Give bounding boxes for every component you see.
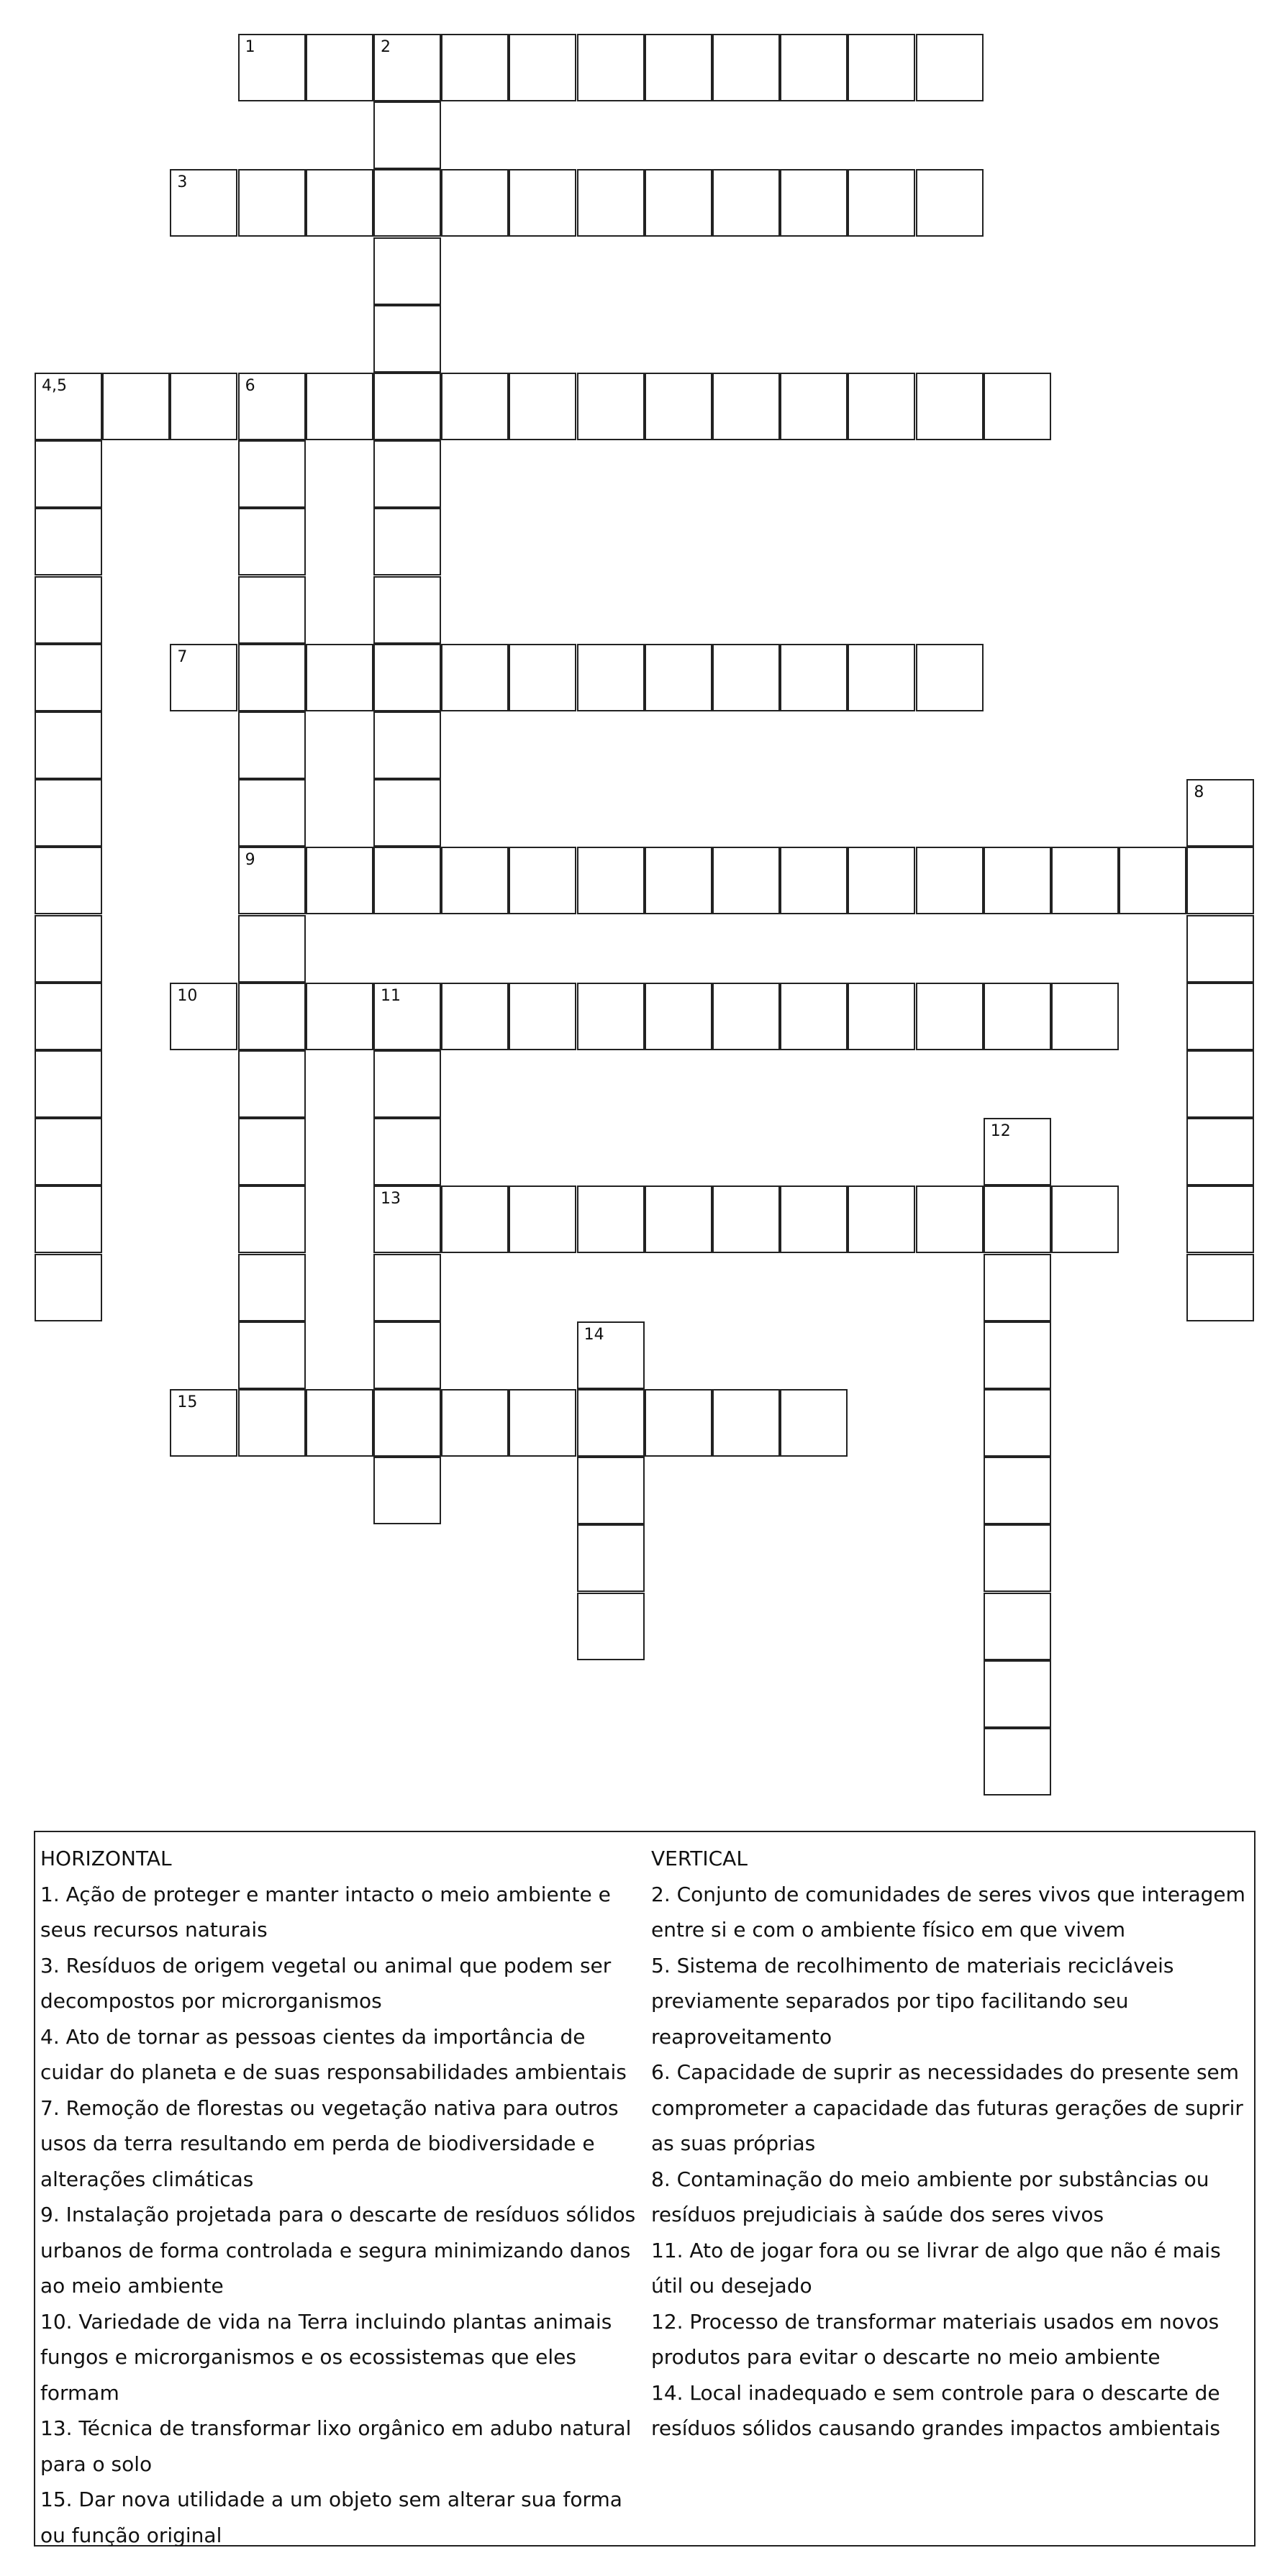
- grid-cell[interactable]: [373, 1118, 441, 1185]
- grid-cell[interactable]: [1051, 1185, 1119, 1253]
- vertical-clue: 14. Local inadequado e sem controle para o descarte de resíduos sólidos causando grandes impactos ambientais: [651, 2380, 1221, 2440]
- vertical-clues: [651, 1841, 1248, 2447]
- horizontal-clue: 10. Variedade de vida na Terra incluindo plantas animais fungos e microrganismos e os ecossistemas que eles formam: [40, 2309, 612, 2405]
- grid-cell[interactable]: [35, 508, 102, 575]
- grid-cell[interactable]: [780, 983, 848, 1050]
- grid-cell[interactable]: [645, 1185, 712, 1253]
- clue-number: 14: [584, 1325, 604, 1344]
- grid-cell[interactable]: [848, 373, 915, 440]
- grid-cell[interactable]: [170, 373, 237, 440]
- vertical-clue: 2. Conjunto de comunidades de seres vivos que interagem entre si e com o ambiente físico em que vivem: [651, 1882, 1245, 1942]
- grid-cell[interactable]: [373, 644, 441, 711]
- grid-cell[interactable]: [35, 1185, 102, 1253]
- grid-cell[interactable]: [848, 983, 915, 1050]
- grid-cell[interactable]: [984, 1321, 1051, 1389]
- grid-cell[interactable]: [35, 711, 102, 779]
- grid-cell[interactable]: [238, 915, 306, 983]
- grid-cell[interactable]: [306, 847, 373, 914]
- grid-cell[interactable]: [984, 1118, 1051, 1185]
- grid-cell[interactable]: [35, 1050, 102, 1118]
- grid-cell[interactable]: [577, 373, 645, 440]
- vertical-clue: 5. Sistema de recolhimento de materiais recicláveis previamente separados por tipo facilitando seu reaproveitamento: [651, 1953, 1174, 2049]
- grid-cell[interactable]: [35, 983, 102, 1050]
- horizontal-clue: 4. Ato de tornar as pessoas cientes da importância de cuidar do planeta e de suas responsabilidades ambientais: [40, 2024, 627, 2084]
- clue-number: 13: [381, 1190, 401, 1209]
- grid-cell[interactable]: [984, 1185, 1051, 1253]
- grid-cell[interactable]: [373, 1389, 441, 1457]
- grid-cell[interactable]: [373, 1254, 441, 1321]
- grid-cell[interactable]: [984, 1457, 1051, 1524]
- horizontal-clue: 3. Resíduos de origem vegetal ou animal que podem ser decompostos por microrganismos: [40, 1953, 612, 2013]
- grid-cell[interactable]: [35, 1254, 102, 1321]
- grid-cell[interactable]: [577, 1593, 645, 1660]
- grid-cell[interactable]: [509, 34, 576, 101]
- grid-cell[interactable]: [509, 847, 576, 914]
- grid-cell[interactable]: [373, 101, 441, 169]
- grid-cell[interactable]: [373, 983, 441, 1050]
- grid-cell[interactable]: [102, 373, 170, 440]
- grid-cell[interactable]: [1186, 1185, 1254, 1253]
- clue-number: 4,5: [42, 377, 67, 395]
- grid-cell[interactable]: [238, 576, 306, 644]
- clue-number: 12: [990, 1122, 1011, 1141]
- grid-cell[interactable]: [509, 983, 576, 1050]
- vertical-title: VERTICAL: [651, 1847, 748, 1870]
- grid-cell[interactable]: [238, 440, 306, 508]
- clue-number: 2: [381, 38, 391, 56]
- grid-cell[interactable]: [509, 644, 576, 711]
- grid-cell[interactable]: [916, 1185, 984, 1253]
- clue-number: 15: [177, 1393, 198, 1411]
- grid-cell[interactable]: [306, 34, 373, 101]
- grid-cell[interactable]: [984, 1524, 1051, 1592]
- grid-cell[interactable]: [848, 169, 915, 237]
- clue-number: 1: [245, 38, 255, 56]
- grid-cell[interactable]: [577, 34, 645, 101]
- grid-cell[interactable]: [577, 644, 645, 711]
- grid-cell[interactable]: [373, 508, 441, 575]
- grid-cell[interactable]: [35, 440, 102, 508]
- grid-cell[interactable]: [645, 847, 712, 914]
- clue-number: 9: [245, 851, 255, 870]
- grid-cell[interactable]: [441, 644, 509, 711]
- grid-cell[interactable]: [238, 983, 306, 1050]
- grid-cell[interactable]: [373, 440, 441, 508]
- grid-cell[interactable]: [1119, 847, 1186, 914]
- grid-cell[interactable]: [306, 169, 373, 237]
- grid-cell[interactable]: [645, 34, 712, 101]
- grid-cell[interactable]: [238, 847, 306, 914]
- grid-cell[interactable]: [373, 305, 441, 373]
- grid-cell[interactable]: [170, 1389, 237, 1457]
- grid-cell[interactable]: [577, 1185, 645, 1253]
- horizontal-clue: 13. Técnica de transformar lixo orgânico em adubo natural para o solo: [40, 2416, 632, 2476]
- grid-cell[interactable]: [441, 34, 509, 101]
- grid-cell[interactable]: [306, 644, 373, 711]
- vertical-clue: 12. Processo de transformar materiais usados em novos produtos para evitar o descarte no meio ambiente: [651, 2309, 1220, 2369]
- grid-cell[interactable]: [645, 373, 712, 440]
- grid-cell[interactable]: [441, 983, 509, 1050]
- grid-cell[interactable]: [35, 373, 102, 440]
- grid-cell[interactable]: [577, 983, 645, 1050]
- grid-cell[interactable]: [712, 1185, 780, 1253]
- grid-cell[interactable]: [509, 373, 576, 440]
- grid-cell[interactable]: [306, 1389, 373, 1457]
- grid-cell[interactable]: [780, 847, 848, 914]
- grid-cell[interactable]: [238, 644, 306, 711]
- grid-cell[interactable]: [373, 34, 441, 101]
- grid-cell[interactable]: [238, 779, 306, 847]
- grid-cell[interactable]: [441, 1389, 509, 1457]
- grid-cell[interactable]: [712, 373, 780, 440]
- grid-cell[interactable]: [712, 34, 780, 101]
- grid-cell[interactable]: [441, 169, 509, 237]
- grid-cell[interactable]: [238, 1389, 306, 1457]
- grid-cell[interactable]: [373, 1185, 441, 1253]
- vertical-clue: 6. Capacidade de suprir as necessidades do presente sem comprometer a capacidade das futuras gerações de suprir as suas próprias: [651, 2060, 1243, 2155]
- grid-cell[interactable]: [373, 169, 441, 237]
- grid-cell[interactable]: [645, 1389, 712, 1457]
- horizontal-clue: 7. Remoção de florestas ou vegetação nativa para outros usos da terra resultando em perda de biodiversidade e alterações climáticas: [40, 2095, 619, 2191]
- vertical-clue: 11. Ato de jogar fora ou se livrar de algo que não é mais útil ou desejado: [651, 2238, 1221, 2298]
- grid-cell[interactable]: [577, 1321, 645, 1389]
- grid-cell[interactable]: [984, 983, 1051, 1050]
- clue-number: 8: [1194, 783, 1204, 802]
- grid-cell[interactable]: [577, 1389, 645, 1457]
- grid-cell[interactable]: [712, 847, 780, 914]
- grid-cell[interactable]: [1186, 779, 1254, 847]
- grid-cell[interactable]: [373, 576, 441, 644]
- grid-cell[interactable]: [848, 34, 915, 101]
- grid-cell[interactable]: [1186, 1050, 1254, 1118]
- grid-cell[interactable]: [780, 1185, 848, 1253]
- grid-cell[interactable]: [238, 1321, 306, 1389]
- grid-cell[interactable]: [238, 1185, 306, 1253]
- grid-cell[interactable]: [35, 847, 102, 914]
- grid-cell[interactable]: [170, 169, 237, 237]
- grid-cell[interactable]: [238, 34, 306, 101]
- grid-cell[interactable]: [1051, 983, 1119, 1050]
- grid-cell[interactable]: [984, 1728, 1051, 1796]
- grid-cell[interactable]: [35, 576, 102, 644]
- grid-cell[interactable]: [780, 169, 848, 237]
- clue-number: 6: [245, 377, 255, 395]
- grid-cell[interactable]: [712, 169, 780, 237]
- grid-cell[interactable]: [35, 644, 102, 711]
- grid-cell[interactable]: [441, 373, 509, 440]
- grid-cell[interactable]: [984, 1254, 1051, 1321]
- grid-cell[interactable]: [306, 373, 373, 440]
- grid-cell[interactable]: [373, 711, 441, 779]
- grid-cell[interactable]: [373, 847, 441, 914]
- grid-cell[interactable]: [509, 169, 576, 237]
- grid-cell[interactable]: [238, 711, 306, 779]
- grid-cell[interactable]: [645, 169, 712, 237]
- grid-cell[interactable]: [848, 644, 915, 711]
- grid-cell[interactable]: [238, 1050, 306, 1118]
- clue-number: 7: [177, 647, 188, 666]
- grid-cell[interactable]: [35, 1118, 102, 1185]
- grid-cell[interactable]: [577, 847, 645, 914]
- grid-cell[interactable]: [238, 169, 306, 237]
- horizontal-clue: 1. Ação de proteger e manter intacto o meio ambiente e seus recursos naturais: [40, 1882, 611, 1942]
- grid-cell[interactable]: [238, 508, 306, 575]
- grid-cell[interactable]: [509, 1185, 576, 1253]
- grid-cell[interactable]: [645, 983, 712, 1050]
- grid-cell[interactable]: [238, 1118, 306, 1185]
- horizontal-title: HORIZONTAL: [40, 1847, 172, 1870]
- grid-cell[interactable]: [1186, 1254, 1254, 1321]
- grid-cell[interactable]: [170, 983, 237, 1050]
- grid-cell[interactable]: [848, 1185, 915, 1253]
- grid-cell[interactable]: [1186, 847, 1254, 914]
- grid-cell[interactable]: [712, 1389, 780, 1457]
- grid-cell[interactable]: [916, 983, 984, 1050]
- grid-cell[interactable]: [916, 847, 984, 914]
- grid-cell[interactable]: [984, 373, 1051, 440]
- vertical-clue: 8. Contaminação do meio ambiente por substâncias ou resíduos prejudiciais à saúde dos seres vivos: [651, 2167, 1209, 2226]
- grid-cell[interactable]: [984, 1593, 1051, 1660]
- grid-cell[interactable]: [509, 1389, 576, 1457]
- grid-cell[interactable]: [1186, 983, 1254, 1050]
- horizontal-clue: 15. Dar nova utilidade a um objeto sem alterar sua forma ou função original: [40, 2488, 622, 2547]
- grid-cell[interactable]: [373, 373, 441, 440]
- grid-cell[interactable]: [848, 847, 915, 914]
- grid-cell[interactable]: [916, 34, 984, 101]
- grid-cell[interactable]: [712, 983, 780, 1050]
- grid-cell[interactable]: [373, 1457, 441, 1524]
- grid-cell[interactable]: [373, 237, 441, 305]
- grid-cell[interactable]: [984, 847, 1051, 914]
- grid-cell[interactable]: [306, 983, 373, 1050]
- grid-cell[interactable]: [238, 1254, 306, 1321]
- grid-cell[interactable]: [373, 779, 441, 847]
- grid-cell[interactable]: [373, 1050, 441, 1118]
- grid-cell[interactable]: [916, 373, 984, 440]
- grid-cell[interactable]: [780, 34, 848, 101]
- grid-cell[interactable]: [1186, 1118, 1254, 1185]
- grid-cell[interactable]: [984, 1660, 1051, 1728]
- grid-cell[interactable]: [1186, 915, 1254, 983]
- grid-cell[interactable]: [916, 644, 984, 711]
- grid-cell[interactable]: [780, 644, 848, 711]
- grid-cell[interactable]: [780, 1389, 848, 1457]
- grid-cell[interactable]: [238, 373, 306, 440]
- clue-number: 10: [177, 986, 198, 1005]
- clue-number: 3: [177, 173, 188, 192]
- horizontal-clues: [40, 1841, 637, 2553]
- clues-box: [34, 1831, 1256, 2547]
- grid-cell[interactable]: [577, 1524, 645, 1592]
- grid-cell[interactable]: [577, 1457, 645, 1524]
- grid-cell[interactable]: [441, 847, 509, 914]
- grid-cell[interactable]: [35, 779, 102, 847]
- grid-cell[interactable]: [373, 1321, 441, 1389]
- grid-cell[interactable]: [577, 169, 645, 237]
- grid-cell[interactable]: [1051, 847, 1119, 914]
- grid-cell[interactable]: [984, 1389, 1051, 1457]
- grid-cell[interactable]: [712, 644, 780, 711]
- grid-cell[interactable]: [916, 169, 984, 237]
- grid-cell[interactable]: [35, 915, 102, 983]
- grid-cell[interactable]: [780, 373, 848, 440]
- clue-number: 11: [381, 986, 401, 1005]
- horizontal-clue: 9. Instalação projetada para o descarte de resíduos sólidos urbanos de forma controlada e segura minimizando danos ao meio ambiente: [40, 2203, 636, 2298]
- grid-cell[interactable]: [645, 644, 712, 711]
- grid-cell[interactable]: [170, 644, 237, 711]
- grid-cell[interactable]: [441, 1185, 509, 1253]
